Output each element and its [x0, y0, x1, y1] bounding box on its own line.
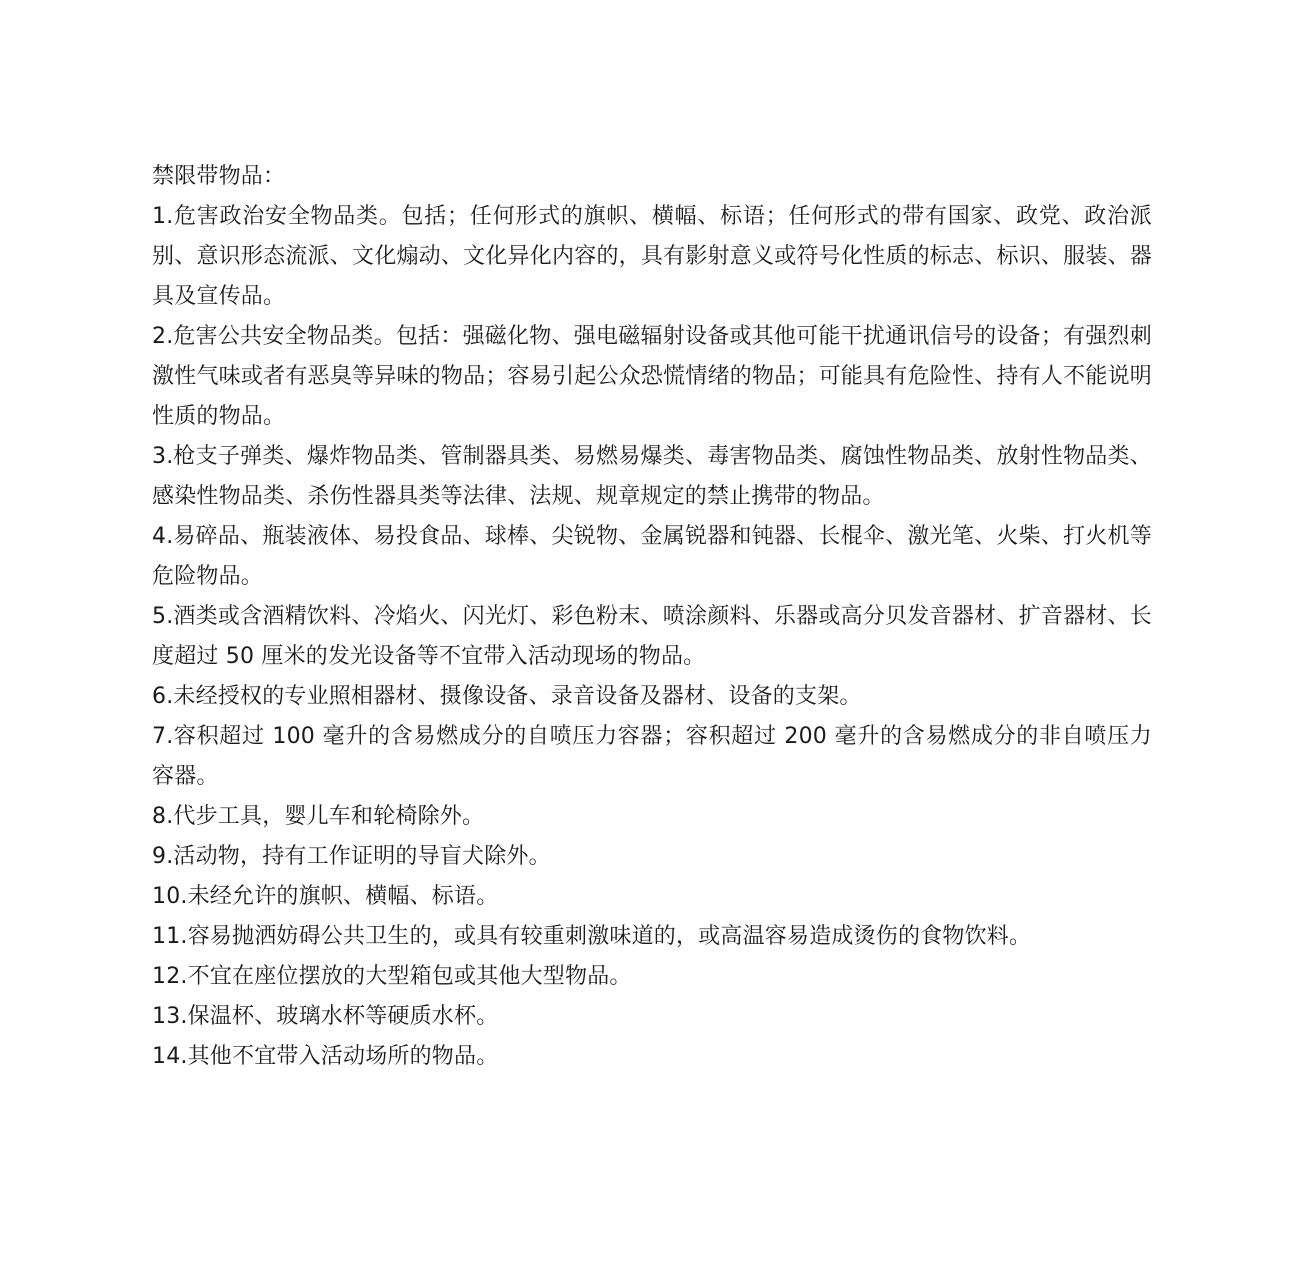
- list-item: 10.未经允许的旗帜、横幅、标语。: [152, 884, 499, 909]
- list-item: 8.代步工具，婴儿车和轮椅除外。: [152, 804, 485, 829]
- list-item: 5.酒类或含酒精饮料、冷焰火、闪光灯、彩色粉末、喷涂颜料、乐器或高分贝发音器材、扩音器材、长度超过 50 厘米的发光设备等不宜带入活动现场的物品。: [152, 604, 1152, 669]
- list-item: 14.其他不宜带入活动场所的物品。: [152, 1044, 499, 1069]
- list-item: 13.保温杯、玻璃水杯等硬质水杯。: [152, 1004, 499, 1029]
- list-item: 11.容易抛洒妨碍公共卫生的，或具有较重刺激味道的，或高温容易造成烫伤的食物饮料。: [152, 924, 1032, 949]
- list-item: 9.活动物，持有工作证明的导盲犬除外。: [152, 844, 551, 869]
- list-item: 3.枪支子弹类、爆炸物品类、管制器具类、易燃易爆类、毒害物品类、腐蚀性物品类、放射性物品类、感染性物品类、杀伤性器具类等法律、法规、规章规定的禁止携带的物品。: [152, 444, 1152, 509]
- list-item: 4.易碎品、瓶装液体、易投食品、球棒、尖锐物、金属锐器和钝器、长棍伞、激光笔、火柴、打火机等危险物品。: [152, 524, 1152, 589]
- list-item: 7.容积超过 100 毫升的含易燃成分的自喷压力容器；容积超过 200 毫升的含易燃成分的非自喷压力容器。: [152, 724, 1152, 789]
- list-item: 12.不宜在座位摆放的大型箱包或其他大型物品。: [152, 964, 632, 989]
- document-body: [152, 157, 1152, 1077]
- prohibited-items-list: [152, 197, 1152, 1077]
- document-title: 禁限带物品：: [152, 164, 286, 189]
- list-item: 6.未经授权的专业照相器材、摄像设备、录音设备及器材、设备的支架。: [152, 684, 862, 709]
- list-item: 2.危害公共安全物品类。包括：强磁化物、强电磁辐射设备或其他可能干扰通讯信号的设备；有强烈刺激性气味或者有恶臭等异味的物品；容易引起公众恐慌情绪的物品；可能具有危险性、持有人不能说明性质的物品。: [152, 324, 1152, 429]
- list-item: 1.危害政治安全物品类。包括；任何形式的旗帜、横幅、标语；任何形式的带有国家、政党、政治派别、意识形态流派、文化煽动、文化异化内容的，具有影射意义或符号化性质的标志、标识、服装、器具及宣传品。: [152, 204, 1152, 309]
